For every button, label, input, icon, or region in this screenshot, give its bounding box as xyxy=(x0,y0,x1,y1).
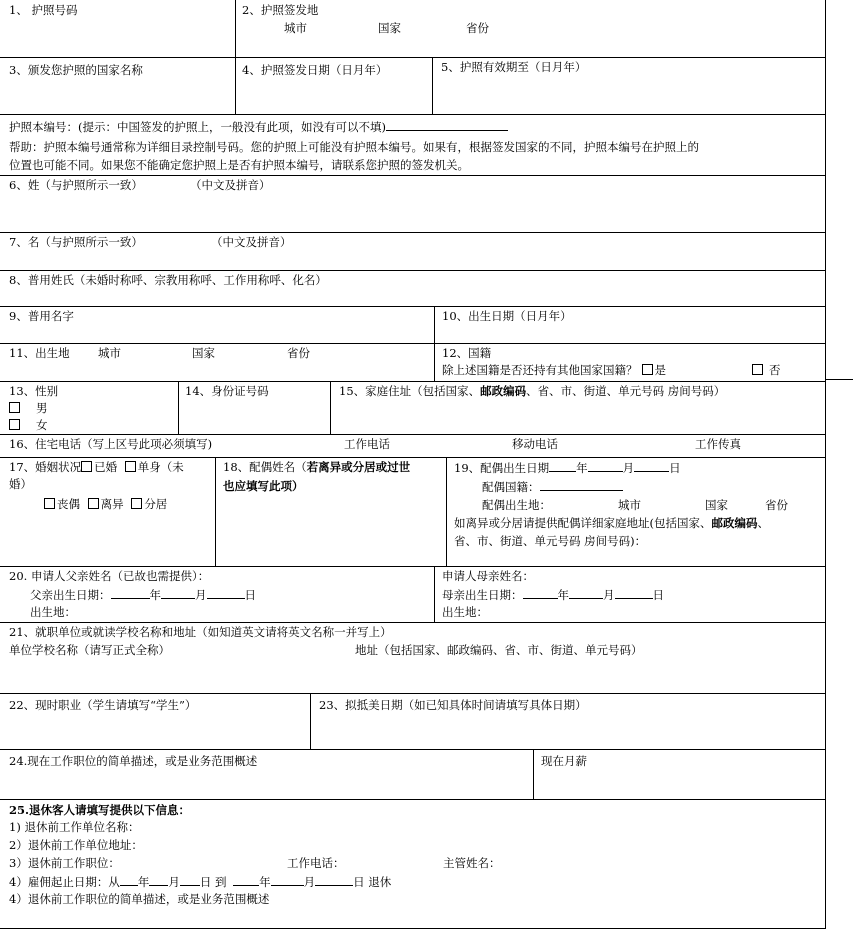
booklet-help-line2: 位置也可能不同。如果您不能确定您护照上是否有护照本编号，请联系您护照的签发机关。 xyxy=(9,158,469,172)
single-label: 单身（未 xyxy=(137,460,184,474)
issuing-country-cell[interactable] xyxy=(0,57,236,115)
spouse-dob-month-blank[interactable] xyxy=(588,460,623,472)
mother-dob-month-blank[interactable] xyxy=(569,587,603,599)
given-name-note: （中文及拼音） xyxy=(211,235,292,249)
spouse-nationality-blank[interactable] xyxy=(540,479,623,491)
other-surname-label: 8、普用姓氏（未婚时称呼、宗教用称呼、工作用称呼、化名） xyxy=(9,273,327,287)
home-address-postcode: 邮政编码 xyxy=(480,384,527,398)
retired-supervisor: 主管姓名： xyxy=(443,856,501,870)
surname-note: （中文及拼音） xyxy=(190,178,271,192)
booklet-number-label xyxy=(9,119,508,135)
marital-status-label: 17、婚姻状况 xyxy=(9,460,82,474)
phones-cell[interactable] xyxy=(0,434,826,458)
father-dob-month: 月 xyxy=(195,588,207,602)
other-given-name-label: 9、普用名字 xyxy=(9,309,74,323)
birthplace-country-label: 国家 xyxy=(192,346,215,360)
nationality-yes-checkbox[interactable] xyxy=(642,364,653,375)
passport-number-label: 1、 护照号码 xyxy=(9,3,78,17)
surname-cell[interactable] xyxy=(0,175,826,233)
other-nationality-question xyxy=(442,363,666,378)
single-checkbox[interactable] xyxy=(125,461,136,472)
stray-line xyxy=(826,379,853,380)
spouse-birthplace-city: 城市 xyxy=(618,498,641,512)
spouse-address-post: 、 xyxy=(757,516,769,530)
nationality-label: 12、国籍 xyxy=(442,346,492,360)
employer-address-label: 地址（包括国家、邮政编码、省、市、街道、单元号码） xyxy=(355,643,643,657)
spouse-birthplace-country: 国家 xyxy=(705,498,728,512)
gender-label: 13、性别 xyxy=(9,384,59,398)
spouse-name-note2: 也应填写此项） xyxy=(223,479,304,493)
gender-male-option xyxy=(9,401,48,416)
employer-cell[interactable] xyxy=(0,622,826,694)
gender-male-label: 男 xyxy=(36,401,48,415)
issue-place-city-label: 城市 xyxy=(284,21,307,35)
retired-to-day-blank[interactable] xyxy=(315,874,353,886)
home-address-pre: 15、家庭住址（包括国家、 xyxy=(339,384,481,398)
employer-label: 21、就职单位或就读学校名称和地址（如知道英文请将英文名称一并写上） xyxy=(9,625,392,639)
spouse-name-note1: 若离异或分居或过世 xyxy=(306,460,411,474)
marital-status-cell[interactable] xyxy=(0,457,216,567)
retired-label: 退休 xyxy=(368,875,392,889)
marital-status-line1 xyxy=(9,460,184,475)
booklet-help-line1: 帮助：护照本编号通常称为详细目录控制号码。您的护照上可能没有护照本编号。如果有，根据签发国家的不同，护照本编号在护照上的 xyxy=(9,140,699,154)
father-dob-year-blank[interactable] xyxy=(111,587,150,599)
id-number-cell[interactable] xyxy=(178,381,331,435)
divorced-label: 离异 xyxy=(100,497,124,511)
retired-dates-from: 4）雇佣起止日期：从 xyxy=(9,875,120,889)
marital-status-line2: 婚） xyxy=(9,477,32,491)
nationality-no-checkbox[interactable] xyxy=(752,364,763,375)
retired-from-year: 年 xyxy=(137,875,150,889)
retired-cell[interactable] xyxy=(0,799,826,929)
retired-to-month: 月 xyxy=(303,875,316,889)
booklet-number-text: 护照本编号：(提示：中国签发的护照上，一般没有此项，如没有可以不填) xyxy=(9,120,386,134)
mother-dob-month: 月 xyxy=(603,588,615,602)
job-description-label: 24.现在工作职位的简单描述，或是业务范围概述 xyxy=(9,754,258,768)
mother-dob-line xyxy=(442,587,664,603)
occupation-label: 22、现时职业（学生请填写“学生”） xyxy=(9,698,197,712)
mother-birthplace-label: 出生地： xyxy=(442,605,488,619)
father-dob-label: 父亲出生日期： xyxy=(30,588,111,602)
salary-cell[interactable] xyxy=(533,749,826,800)
arrival-date-label: 23、拟抵美日期（如已知具体时间请填写具体日期） xyxy=(319,698,587,712)
expiry-date-label: 5、护照有效期至（日月年） xyxy=(441,60,587,74)
retired-work-phone: 工作电话： xyxy=(287,856,345,870)
retired-from-month: 月 xyxy=(168,875,180,889)
nationality-no-label: 否 xyxy=(769,363,781,377)
mother-cell[interactable] xyxy=(434,566,826,623)
mobile-phone-label: 移动电话 xyxy=(512,437,558,451)
father-cell[interactable] xyxy=(0,566,435,623)
given-name-label: 7、名（与护照所示一致） xyxy=(9,235,143,249)
birthplace-label: 11、出生地 xyxy=(9,346,70,360)
passport-issue-place-cell[interactable] xyxy=(235,0,826,58)
nationality-no-option xyxy=(752,363,781,378)
retired-title: 25.退休客人请填写提供以下信息： xyxy=(9,803,191,817)
married-label: 已婚 xyxy=(94,460,118,474)
other-surname-cell[interactable] xyxy=(0,270,826,307)
job-description-cell[interactable] xyxy=(0,749,534,800)
retired-from-day-blank[interactable] xyxy=(180,874,200,886)
birthplace-province-label: 省份 xyxy=(287,346,310,360)
spouse-address-line1 xyxy=(454,516,769,531)
passport-issue-place-label: 2、护照签发地 xyxy=(242,3,319,17)
spouse-details-cell[interactable] xyxy=(446,457,826,567)
nationality-cell[interactable] xyxy=(434,343,826,382)
mother-dob-day-blank[interactable] xyxy=(615,587,653,599)
mother-dob-label: 母亲出生日期： xyxy=(442,588,523,602)
retired-employer-name: 1) 退休前工作单位名称： xyxy=(9,820,140,834)
issue-date-label: 4、护照签发日期（日月年） xyxy=(242,63,388,77)
spouse-name-label: 18、配偶姓名（ xyxy=(223,460,307,474)
father-birthplace-label: 出生地： xyxy=(30,605,76,619)
spouse-nationality-label: 配偶国籍： xyxy=(482,480,540,494)
id-number-label: 14、身份证号码 xyxy=(185,384,269,398)
home-address-cell[interactable] xyxy=(330,381,826,435)
retired-to-day: 日 xyxy=(353,875,365,889)
issue-place-province-label: 省份 xyxy=(466,21,489,35)
spouse-address-pre: 如离异或分居请提供配偶详细家庭地址(包括国家、 xyxy=(454,516,712,530)
birthplace-cell[interactable] xyxy=(0,343,435,382)
retired-from-month-blank[interactable] xyxy=(149,874,168,886)
given-name-cell[interactable] xyxy=(0,232,826,271)
widowed-label: 丧偶 xyxy=(57,497,80,511)
birthplace-city-label: 城市 xyxy=(98,346,121,360)
surname-label: 6、姓（与护照所示一致） xyxy=(9,178,143,192)
spouse-address-line2: 省、市、街道、单元号码 房间号码)： xyxy=(454,534,647,548)
retired-from-day: 日 xyxy=(199,875,212,889)
booklet-number-cell[interactable] xyxy=(0,114,826,176)
spouse-name-cell[interactable] xyxy=(215,457,447,567)
divorced-checkbox[interactable] xyxy=(88,498,99,509)
spouse-dob-year-blank[interactable] xyxy=(549,460,576,472)
father-dob-day: 日 xyxy=(244,588,256,602)
employer-name-label: 单位学校名称（请写正式全称） xyxy=(9,643,170,657)
marital-status-line3 xyxy=(44,497,167,512)
separated-label: 分居 xyxy=(144,497,168,511)
mother-dob-year-blank[interactable] xyxy=(523,587,558,599)
spouse-dob-day-blank[interactable] xyxy=(634,460,669,472)
retired-to-year-blank[interactable] xyxy=(233,874,259,886)
home-phone-label: 16、住宅电话（写上区号此项必须填写) xyxy=(9,437,213,451)
issue-place-country-label: 国家 xyxy=(378,21,401,35)
father-name-label: 20. 申请人父亲姓名（已故也需提供）： xyxy=(9,569,210,583)
widowed-checkbox[interactable] xyxy=(44,498,55,509)
retired-to-month-blank[interactable] xyxy=(271,874,304,886)
father-dob-line xyxy=(30,587,256,603)
father-dob-year: 年 xyxy=(149,588,161,602)
gender-male-checkbox[interactable] xyxy=(9,402,20,413)
work-phone-label: 工作电话 xyxy=(344,437,390,451)
spouse-birthplace-province: 省份 xyxy=(765,498,788,512)
spouse-birthplace-label: 配偶出生地： xyxy=(482,498,551,512)
salary-label: 现在月薪 xyxy=(541,754,587,768)
spouse-dob-year: 年 xyxy=(576,461,588,475)
occupation-cell[interactable] xyxy=(0,693,311,750)
expiry-date-cell[interactable] xyxy=(432,57,826,115)
date-of-birth-cell[interactable] xyxy=(434,306,826,344)
spouse-address-postcode: 邮政编码 xyxy=(711,516,758,530)
gender-female-option xyxy=(9,418,48,433)
home-address-post: 、省、市、街道、单元号码 房间号码） xyxy=(526,384,726,398)
retired-position: 3）退休前工作职位： xyxy=(9,856,120,870)
spouse-name-line1 xyxy=(223,460,410,475)
work-fax-label: 工作传真 xyxy=(695,437,741,451)
spouse-dob-day: 日 xyxy=(669,461,681,475)
nationality-yes-label: 是 xyxy=(654,363,666,377)
issue-date-cell[interactable] xyxy=(235,57,433,115)
spouse-dob-month: 月 xyxy=(622,461,635,475)
issuing-country-label: 3、颁发您护照的国家名称 xyxy=(9,63,143,77)
retired-from-year-blank[interactable] xyxy=(120,874,138,886)
mother-dob-year: 年 xyxy=(557,588,569,602)
gender-female-checkbox[interactable] xyxy=(9,419,20,430)
passport-number-cell[interactable] xyxy=(0,0,236,58)
mother-dob-day: 日 xyxy=(652,588,664,602)
retired-to-year: 年 xyxy=(259,875,271,889)
date-of-birth-label: 10、出生日期（日月年） xyxy=(442,309,572,323)
father-dob-day-blank[interactable] xyxy=(207,587,245,599)
retired-job-description: 4）退休前工作职位的简单描述，或是业务范围概述 xyxy=(9,892,270,906)
gender-cell[interactable] xyxy=(0,381,179,435)
spouse-dob-label: 19、配偶出生日期 xyxy=(454,461,550,475)
married-checkbox[interactable] xyxy=(81,461,92,472)
retired-dates-to: 到 xyxy=(214,875,227,889)
father-dob-month-blank[interactable] xyxy=(161,587,195,599)
arrival-date-cell[interactable] xyxy=(310,693,826,750)
other-given-name-cell[interactable] xyxy=(0,306,435,344)
other-nationality-text: 除上述国籍是否还持有其他国家国籍？ xyxy=(442,363,638,377)
gender-female-label: 女 xyxy=(36,418,48,432)
retired-employment-dates xyxy=(9,874,391,890)
spouse-nationality-line xyxy=(482,479,623,495)
separated-checkbox[interactable] xyxy=(131,498,142,509)
retired-employer-address: 2）退休前工作单位地址： xyxy=(9,838,143,852)
booklet-number-blank[interactable] xyxy=(386,119,508,131)
mother-name-label: 申请人母亲姓名： xyxy=(442,569,534,583)
home-address-label xyxy=(339,384,725,399)
spouse-dob-line xyxy=(454,460,681,476)
